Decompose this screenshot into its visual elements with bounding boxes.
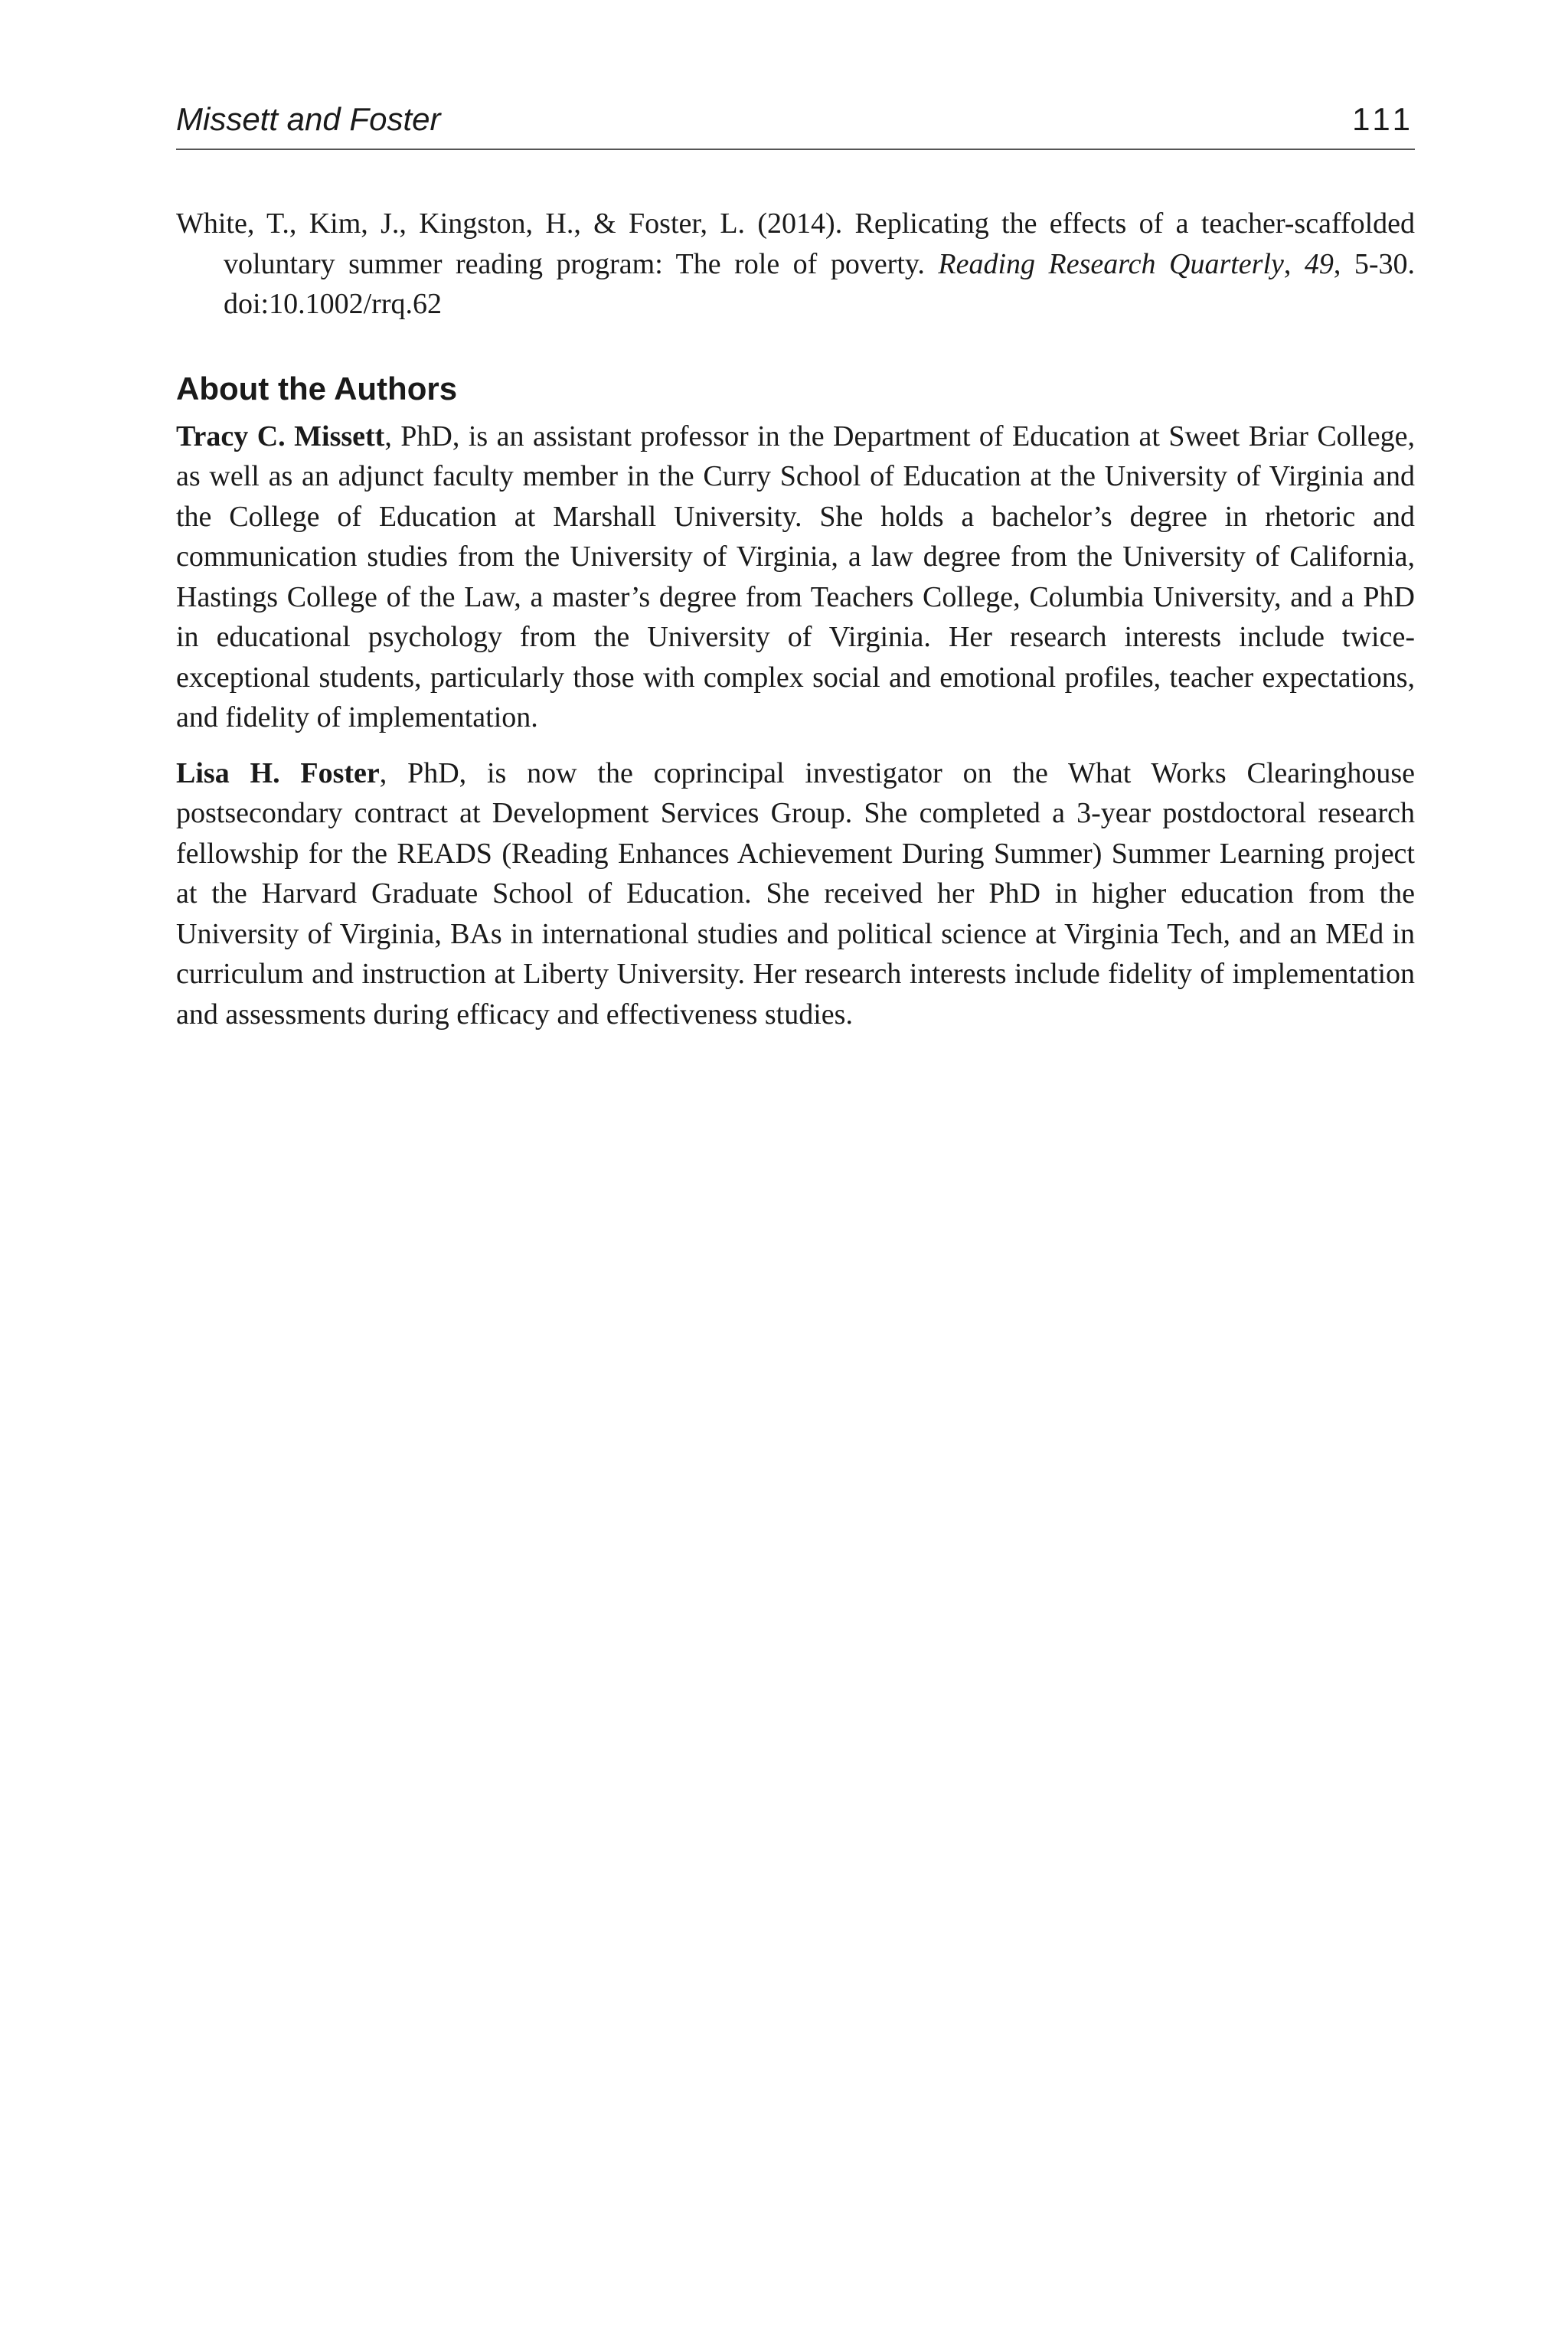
reference-entry — [176, 204, 1415, 325]
reference-journal: Reading Research Quarterly — [938, 247, 1284, 280]
author-bio-text: , PhD, is now the coprincipal investigator on the What Works Clearinghouse postsecondary contract at Development Services Group. She completed a 3-year postdoctoral research fellowship for the READS (Reading Enhances Achievement During Summer) Summer Learning project at the Harvard Graduate School of Education. She received her PhD in higher education from the University of Virginia, BAs in international studies and political science at Virginia Tech, and an MEd in curriculum and instruction at Liberty University. Her research interests include fidelity of implementation and assessments during efficacy and effectiveness studies. — [176, 756, 1415, 1031]
author-name: Lisa H. Foster — [176, 756, 380, 789]
author-name: Tracy C. Missett — [176, 420, 385, 452]
page-number: 111 — [1352, 101, 1415, 137]
reference-text: White, T., Kim, J., Kingston, H., & Foster, L. (2014). Replicating the effects of a teacher-scaffolded voluntary summer reading program: The role of poverty. — [176, 207, 1415, 280]
reference-separator: , — [1283, 247, 1305, 280]
page — [176, 98, 1415, 1034]
running-head-authors: Missett and Foster — [176, 101, 441, 137]
reference-volume: 49 — [1304, 247, 1334, 280]
author-bio — [176, 416, 1415, 738]
author-bio — [176, 753, 1415, 1035]
running-head — [176, 98, 1415, 150]
about-authors-heading: About the Authors — [176, 370, 458, 407]
reference-pages-doi: , 5-30. doi:10.1002/rrq.62 — [224, 247, 1416, 320]
author-bio-text: , PhD, is an assistant professor in the Department of Education at Sweet Briar College, as well as an adjunct faculty member in the Curry School of Education at the University of Virginia and the College of Education at Marshall University. She holds a bachelor’s degree in rhetoric and communication studies from the University of Virginia, a law degree from the University of California, Hastings College of the Law, a master’s degree from Teachers College, Columbia University, and a PhD in educational psychology from the University of Virginia. Her research interests include twice-exceptional students, particularly those with complex social and emotional profiles, teacher expectations, and fidelity of implementation. — [176, 420, 1416, 733]
